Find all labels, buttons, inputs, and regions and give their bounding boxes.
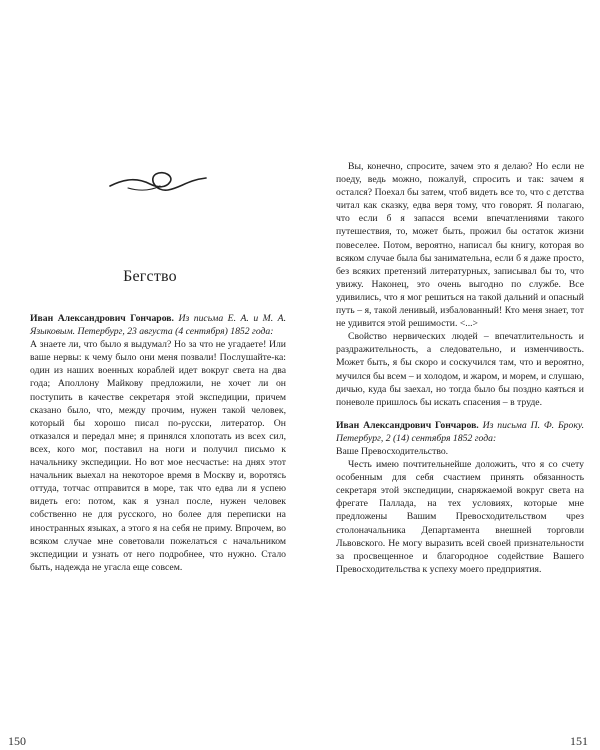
paragraph: Честь имею почтительнейше доложить, что я со счету особенным для себя счастием принять обязанность секретаря этой экспедиции, снаряжаемой вокруг света на фрегате Паллада, на тех условиях, которые мне предложены Вашим Превосходительством чрез столоначальника Департамента внешней торговли Львовского. Не могу выразить всей своей признательности за просвещенное и благородное содействие Вашего Превосходительства к успеху моего предприятия. (336, 459, 584, 575)
flourish-ornament-icon (108, 166, 208, 198)
letter-source: Из письма П. Ф. Броку. Петербург, 2 (14) сентября 1852 года: (336, 419, 585, 444)
letter-heading (336, 419, 584, 445)
paragraph: А знаете ли, что было я выдумал? Но за что не угадаете! Или ваше нервы: к чему было они меня позвали! Послушайте-ка: один из наших военных кораблей идет вокруг света на два года; Аполлону Майкову предложили, не хочет ли он поступить в качестве секретаря этой экспедиции, причем сказано было, что, между прочим, нужен такой человек, который бы хорошо писал по-русски, литератор. Он отказался и передал мне; я принялся хлопотать из всех сил, всех, кого мог, поставил на ноги и получил письмо к начальнику экспедиции. Но вот мое несчастье: на днях этот начальник выехал на некоторое время в Москву и, воротясь оттуда, тотчас отправится в море, так что едва ли я успею видеть его: потом, как я узнал после, нужен человек собственно не для русского, но более для переписки на иностранных языках, а этого я на себя не приму. Впрочем, во всяком случае мне советовали пожелаться с начальником экспедиции и узнать от него подробнее, что нужно. Стало быть, надежда не угасла еще совсем. (30, 339, 286, 573)
right-page (300, 0, 600, 750)
paragraph: Свойство нервических людей – впечатлительность и раздражительность, а следовательно, и изменчивость. Может быть, я бы скоро и соскучился там, что и вероятно, мучился бы всем – и холодом, и жаром, и морем, и слушаю, дичью, куда бы заехал, но тогда было бы поздно каяться и поневоле пришлось бы искать спасения – в труде. (336, 331, 584, 408)
letter-salutation: Ваше Превосходительство. (336, 445, 449, 457)
letter-author: Иван Александрович Гончаров. (336, 419, 479, 431)
page-number: 150 (8, 734, 26, 748)
page-number: 151 (570, 734, 588, 748)
paragraph: Вы, конечно, спросите, зачем это я делаю? Но если не поеду, ведь можно, пожалуй, спросить и так: зачем я остался? Поехал бы затем, чтоб видеть все то, что с детства читал как сказку, едва веря тому, что говорят. Я полагаю, что если б я запасся всеми впечатлениями такого путешествия, то, может быть, прожил бы остаток жизни повеселее. Потом, вероятно, написал бы книгу, которая во всяком случае была бы занимательна, если б я даже просто, без всяких претензий литературных, записывал бы то, что увижу. Наконец, это очень выгодно по службе. Все удивились, что я мог решиться на такой дальний и опасный путь – я, такой ленивый, избалованный! Кто меня знает, тот не удивится этой решимости. <...> (336, 161, 584, 330)
letter-author: Иван Александрович Гончаров. (30, 313, 174, 324)
chapter-title: Бегство (123, 268, 177, 285)
letter-heading (30, 312, 286, 338)
letter-source: Из письма Е. А. и М. А. Языковым. Петербург, 23 августа (4 сентября) 1852 года: (30, 313, 286, 338)
right-page-text (336, 160, 584, 576)
left-page-text (30, 312, 286, 574)
